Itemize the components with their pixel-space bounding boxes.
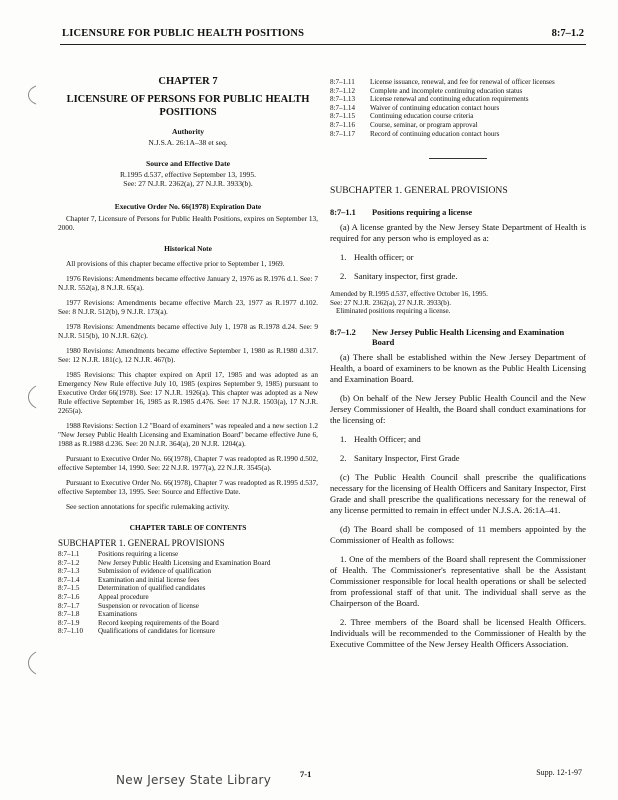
list-item: 2. Sanitary inspector, first grade. [340, 271, 458, 282]
history-paragraph: 1977 Revisions: Amendments became effective March 23, 1977 as R.1977 d.102. See: 8 N.J.R. 512(b), 9 N.J.R. 173(a). [58, 298, 318, 316]
list-item: 1. Health officer; or [340, 252, 414, 263]
history-paragraph: Pursuant to Executive Order No. 66(1978), Chapter 7 was readopted as R.1990 d.502, effective September 14, 1990. See: 22 N.J.R. 1977(a), 22 N.J.R. 3545(a). [58, 454, 318, 472]
section-paragraph: (a) There shall be established within the New Jersey Department of Health, a board of examiners to be known as the Public Health Licensing and Examination Board. [330, 351, 586, 384]
supplement-date: Supp. 12-1-97 [536, 768, 582, 777]
toc-item: 8:7–1.7 Suspension or revocation of license [58, 601, 199, 610]
history-paragraph: See section annotations for specific rulemaking activity. [66, 502, 230, 511]
source-heading: Source and Effective Date [145, 159, 230, 168]
list-item: 2. Sanitary Inspector, First Grade [340, 452, 460, 463]
toc-item: 8:7–1.15 Continuing education course criteria [330, 112, 474, 121]
toc-item: 8:7–1.3 Submission of evidence of qualification [58, 567, 212, 576]
toc-subchapter: SUBCHAPTER 1. GENERAL PROVISIONS [58, 538, 225, 548]
running-header-title: LICENSURE FOR PUBLIC HEALTH POSITIONS [62, 28, 305, 39]
source-line: R.1995 d.537, effective September 13, 1995. [119, 170, 257, 179]
exec-order-text: Chapter 7, Licensure of Persons for Public Health Positions, expires on September 13, 2000. [58, 214, 318, 232]
section-divider [429, 158, 487, 159]
toc-item: 8:7–1.1 Positions requiring a license [58, 550, 179, 558]
section-heading: 8:7–1.1 Positions requiring a license [330, 208, 473, 218]
library-stamp: New Jersey State Library [116, 773, 272, 787]
section-paragraph: (c) The Public Health Council shall prescribe the qualifications necessary for the licensing of Health Officers and Sanitary Inspector, First Grade and shall prescribe the qualifications necessary for the renewal of any license permitted to remain in effect under N.J.S.A. 26:1A–41. [330, 471, 586, 515]
list-item: 1. Health Officer; and [340, 433, 421, 444]
toc-item: 8:7–1.17 Record of continuing education contact hours [330, 129, 500, 138]
running-header-section: 8:7–1.2 [551, 28, 584, 39]
toc-item: 8:7–1.8 Examinations [58, 610, 138, 619]
authority-text: N.J.S.A. 26:1A–38 et seq. [148, 138, 228, 147]
toc-item: 8:7–1.10 Qualifications of candidates for licensure [58, 627, 216, 636]
source-line: See: 27 N.J.R. 2362(a), 27 N.J.R. 3933(b). [123, 179, 253, 188]
toc-list-continued [330, 78, 586, 138]
section-paragraph: 1. One of the members of the Board shall represent the Commissioner of Health. The Commissioner's representative shall be the Assistant Commissioner responsible for local health operations or shall be selected from professional staff of that unit. The individual shall serve as the Chairperson of the Board. [330, 553, 586, 608]
amendment-note: See: 27 N.J.R. 2362(a), 27 N.J.R. 3933(b). [330, 298, 451, 307]
history-paragraph: 1985 Revisions: This chapter expired on April 17, 1985 and was adopted as an Emergency New Rule effective July 10, 1985 (expires September 9, 1985) pursuant to Executive Order 66(1978). See: 17 N.J.R. 1926(a). This chapter was adopted as a New Rule effective September 16, 1985 as R.1985 d.476. See: 17 N.J.R. 1503(a), 17 N.J.R. 2265(a). [58, 370, 318, 415]
subchapter-title: SUBCHAPTER 1. GENERAL PROVISIONS [330, 185, 508, 197]
section-paragraph: (a) A license granted by the New Jersey State Department of Health is required for any person who is employed as a: [330, 222, 586, 244]
historical-note-heading: Historical Note [164, 244, 212, 253]
history-paragraph: 1978 Revisions: Amendments became effective July 1, 1978 as R.1978 d.24. See: 9 N.J.R. 515(b), 10 N.J.R. 62(c). [58, 322, 318, 340]
toc-item: 8:7–1.4 Examination and initial license fees [58, 575, 200, 584]
toc-item: 8:7–1.14 Waiver of continuing education contact hours [330, 103, 500, 112]
header-rule [60, 44, 586, 45]
toc-item: 8:7–1.16 Course, seminar, or program approval [330, 120, 478, 129]
chapter-title: LICENSURE OF PERSONS FOR PUBLIC HEALTH POSITIONS [66, 94, 310, 118]
history-paragraph: All provisions of this chapter became effective prior to September 1, 1969. [66, 259, 285, 268]
toc-item: 8:7–1.6 Appeal procedure [58, 592, 149, 601]
toc-heading: CHAPTER TABLE OF CONTENTS [129, 523, 247, 532]
left-column [58, 76, 318, 636]
toc-item: 8:7–1.12 Complete and incomplete continuing education status [330, 86, 523, 95]
binder-mark-icon [22, 650, 40, 676]
toc-item: 8:7–1.2 New Jersey Public Health Licensing and Examination Board [58, 558, 271, 567]
chapter-number: CHAPTER 7 [158, 76, 218, 87]
binder-mark-icon [22, 84, 40, 106]
section-paragraph: 2. Three members of the Board shall be licensed Health Officers. Individuals will be recommended to the Commissioner of Health by the Executive Committee of the New Jersey Health Officers Association. [330, 616, 586, 649]
toc-list [58, 550, 318, 636]
toc-item: 8:7–1.9 Record keeping requirements of the Board [58, 618, 219, 627]
toc-item: 8:7–1.13 License renewal and continuing education requirements [330, 95, 529, 104]
toc-item: 8:7–1.5 Determination of qualified candidates [58, 584, 206, 593]
amendment-note: Amended by R.1995 d.537, effective October 16, 1995. [330, 290, 488, 299]
exec-order-heading: Executive Order No. 66(1978) Expiration Date [114, 202, 262, 211]
right-column [330, 78, 586, 658]
amendment-note: Eliminated positions requiring a license. [336, 307, 451, 316]
history-paragraph: 1988 Revisions: Section 1.2 "Board of examiners" was repealed and a new section 1.2 "New Jersey Public Health Licensing and Examination Board" became effective June 6, 1988 as R.1988 d.236. See: 20 N.J.R. 364(a), 20 N.J.R. 1204(a). [58, 421, 318, 448]
history-paragraph: 1976 Revisions: Amendments became effective January 2, 1976 as R.1976 d.1. See: 7 N.J.R. 552(a), 8 N.J.R. 65(a). [58, 274, 318, 292]
section-paragraph: (b) On behalf of the New Jersey Public Health Council and the New Jersey Commissioner of Health, the Board shall conduct examinations for the licensing of: [330, 392, 586, 425]
history-paragraph: 1980 Revisions: Amendments became effective September 1, 1980 as R.1980 d.317. See: 12 N.J.R. 181(c), 12 N.J.R. 467(b). [58, 346, 318, 364]
page-number: 7-1 [300, 769, 312, 779]
binder-mark-icon [22, 384, 40, 410]
section-paragraph: (d) The Board shall be composed of 11 members appointed by the Commissioner of Health as follows: [330, 523, 586, 545]
toc-item: 8:7–1.11 License issuance, renewal, and fee for renewal of officer licenses [330, 78, 555, 86]
authority-heading: Authority [171, 127, 205, 136]
history-paragraph: Pursuant to Executive Order No. 66(1978), Chapter 7 was readopted as R.1995 d.537, effective September 13, 1995. See: Source and Effective Date. [58, 478, 318, 496]
section-heading: 8:7–1.2 New Jersey Public Health Licensing and Examination Board [330, 327, 565, 347]
